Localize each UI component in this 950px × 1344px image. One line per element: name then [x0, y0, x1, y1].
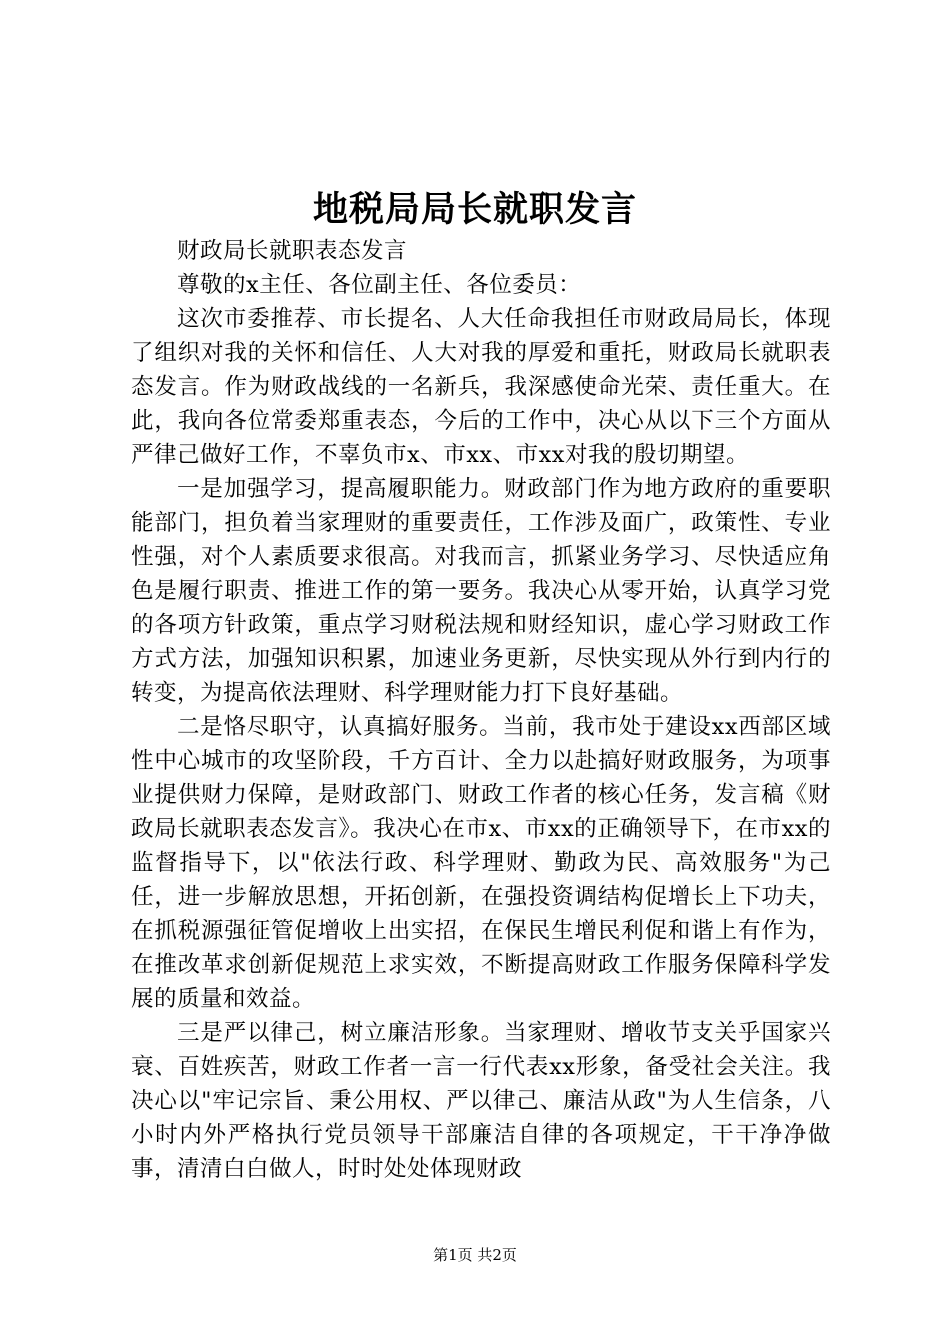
paragraph-point-one: 一是加强学习，提高履职能力。财政部门作为地方政府的重要职能部门，担负着当家理财的重要责任，工作涉及面广，政策性、专业性强，对个人素质要求很高。对我而言，抓紧业务学习、尽快适应角色是履行职责、推进工作的第一要务。我决心从零开始，认真学习党的各项方针政策，重点学习财税法规和财经知识，虚心学习财政工作方式方法，加强知识积累，加速业务更新，尽快实现从外行到内行的转变，为提高依法理财、科学理财能力打下良好基础。: [131, 476, 831, 706]
paragraph-subtitle: 财政局长就职表态发言: [177, 238, 408, 264]
paragraph-point-two: 二是恪尽职守，认真搞好服务。当前，我市处于建设xx西部区域性中心城市的攻坚阶段，千方百计、全力以赴搞好财政服务，为项事业提供财力保障，是财政部门、财政工作者的核心任务，发言稿《财政局长就职表态发言》。我决心在市x、市xx的正确领导下，在市xx的监督指导下，以"依法行政、科学理财、勤政为民、高效服务"为己任，进一步解放思想，开拓创新，在强投资调结构促增长上下功夫，在抓税源强征管促增收上出实招，在保民生增民利促和谐上有作为，在推改革求创新促规范上求实效，不断提高财政工作服务保障科学发展的质量和效益。: [131, 714, 831, 1012]
paragraph-intro: 这次市委推荐、市长提名、人大任命我担任市财政局局长，体现了组织对我的关怀和信任、人大对我的厚爱和重托，财政局长就职表态发言。作为财政战线的一名新兵，我深感使命光荣、责任重大。在此，我向各位常委郑重表态，今后的工作中，决心从以下三个方面从严律己做好工作，不辜负市x、市xx、市xx对我的殷切期望。: [131, 306, 831, 468]
page-title: 地税局局长就职发言: [312, 189, 637, 230]
paragraph-point-three: 三是严以律己，树立廉洁形象。当家理财、增收节支关乎国家兴衰、百姓疾苦，财政工作者一言一行代表xx形象，备受社会关注。我决心以"牢记宗旨、秉公用权、严以律己、廉洁从政"为人生信条，八小时内外严格执行党员领导干部廉洁自律的各项规定，干干净净做事，清清白白做人，时时处处体现财政: [131, 1020, 831, 1182]
document-body: [131, 234, 831, 1186]
page-number-footer: 第1页 共2页: [433, 1246, 517, 1264]
paragraph-salutation: 尊敬的x主任、各位副主任、各位委员：: [177, 272, 582, 298]
